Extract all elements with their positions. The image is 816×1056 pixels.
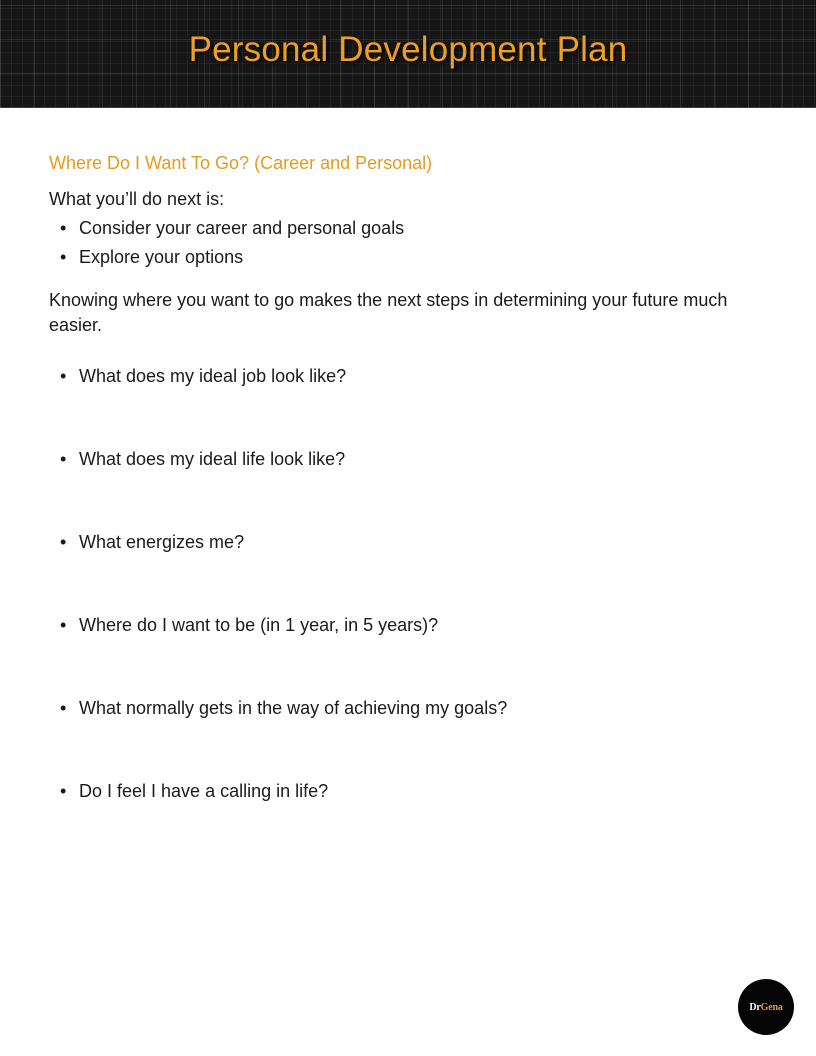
page-header — [0, 0, 816, 108]
question-item: • Where do I want to be (in 1 year, in 5 years)? — [60, 614, 438, 636]
question-item: • Do I feel I have a calling in life? — [60, 780, 328, 802]
list-item: • Explore your options — [60, 243, 404, 272]
intro-text: What you’ll do next is: — [49, 189, 225, 209]
logo-text-part2: Gena — [760, 1001, 783, 1013]
question-item: • What does my ideal job look like? — [60, 365, 346, 387]
question-item: • What normally gets in the way of achieving my goals? — [60, 697, 507, 719]
question-item: • What energizes me? — [60, 531, 244, 553]
list-item: • Consider your career and personal goals — [60, 214, 404, 243]
section-heading: Where Do I Want To Go? (Career and Personal) — [49, 153, 433, 173]
brand-logo — [738, 979, 794, 1035]
logo-text-part1: Dr — [749, 1001, 761, 1013]
body-paragraph: Knowing where you want to go makes the next steps in determining your future much easier. — [49, 290, 728, 335]
next-steps-list — [60, 214, 404, 272]
page-title: Personal Development Plan — [188, 30, 628, 69]
question-item: • What does my ideal life look like? — [60, 448, 345, 470]
